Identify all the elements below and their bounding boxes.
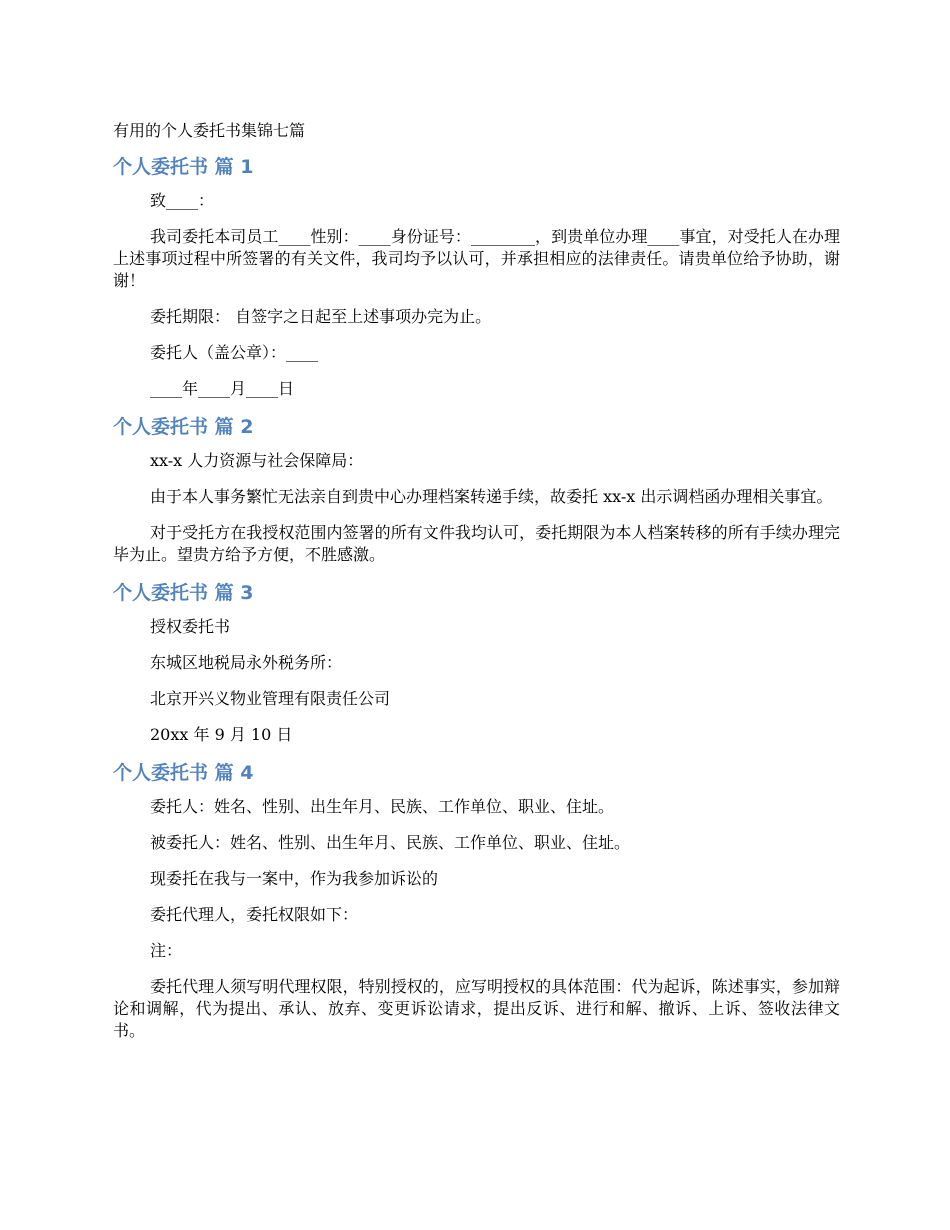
section-heading: 个人委托书 篇 4 (113, 762, 254, 784)
paragraph: 20xx 年 9 月 10 日 (150, 725, 293, 744)
paragraph: 东城区地税局永外税务所： (150, 653, 343, 672)
section-1 (113, 154, 840, 400)
paragraph: xx-x 人力资源与社会保障局： (150, 451, 364, 470)
section-heading: 个人委托书 篇 1 (113, 156, 254, 178)
paragraph: 注： (150, 941, 183, 960)
paragraph: 由于本人事务繁忙无法亲自到贵中心办理档案转递手续，故委托 xx-x 出示调档函办理相关事宜。 (150, 487, 833, 506)
paragraph: 北京开兴义物业管理有限责任公司 (150, 689, 391, 708)
paragraph: 对于受托方在我授权范围内签署的所有文件我均认可，委托期限为本人档案转移的所有手续办理完毕为止。望贵方给予方便，不胜感激。 (113, 523, 840, 564)
section-2 (113, 414, 840, 566)
paragraph: 委托期限： 自签字之日起至上述事项办完为止。 (150, 307, 492, 326)
document-page (113, 118, 840, 1056)
paragraph: ____年____月____日 (150, 379, 295, 398)
paragraph: 委托代理人，委托权限如下： (150, 905, 359, 924)
paragraph: 现委托在我与一案中，作为我参加诉讼的 (150, 869, 439, 888)
document-title: 有用的个人委托书集锦七篇 (113, 121, 306, 140)
paragraph: 授权委托书 (150, 617, 231, 636)
paragraph: 我司委托本司员工____性别：____身份证号：________，到贵单位办理____事宜，对受托人在办理上述事项过程中所签署的有关文件，我司均予以认可，并承担相应的法律责任。请贵单位给予协助，谢谢！ (113, 227, 840, 290)
paragraph: 致____： (150, 191, 215, 210)
section-4 (113, 760, 840, 1042)
paragraph: 委托人：姓名、性别、出生年月、民族、工作单位、职业、住址。 (150, 797, 615, 816)
section-heading: 个人委托书 篇 2 (113, 416, 254, 438)
paragraph: 委托代理人须写明代理权限，特别授权的，应写明授权的具体范围：代为起诉，陈述事实，参加辩论和调解，代为提出、承认、放弃、变更诉讼请求，提出反诉、进行和解、撤诉、上诉、签收法律文书。 (113, 977, 840, 1040)
section-3 (113, 580, 840, 746)
paragraph: 被委托人：姓名、性别、出生年月、民族、工作单位、职业、住址。 (150, 833, 631, 852)
paragraph: 委托人（盖公章）：____ (150, 343, 319, 362)
section-heading: 个人委托书 篇 3 (113, 582, 254, 604)
